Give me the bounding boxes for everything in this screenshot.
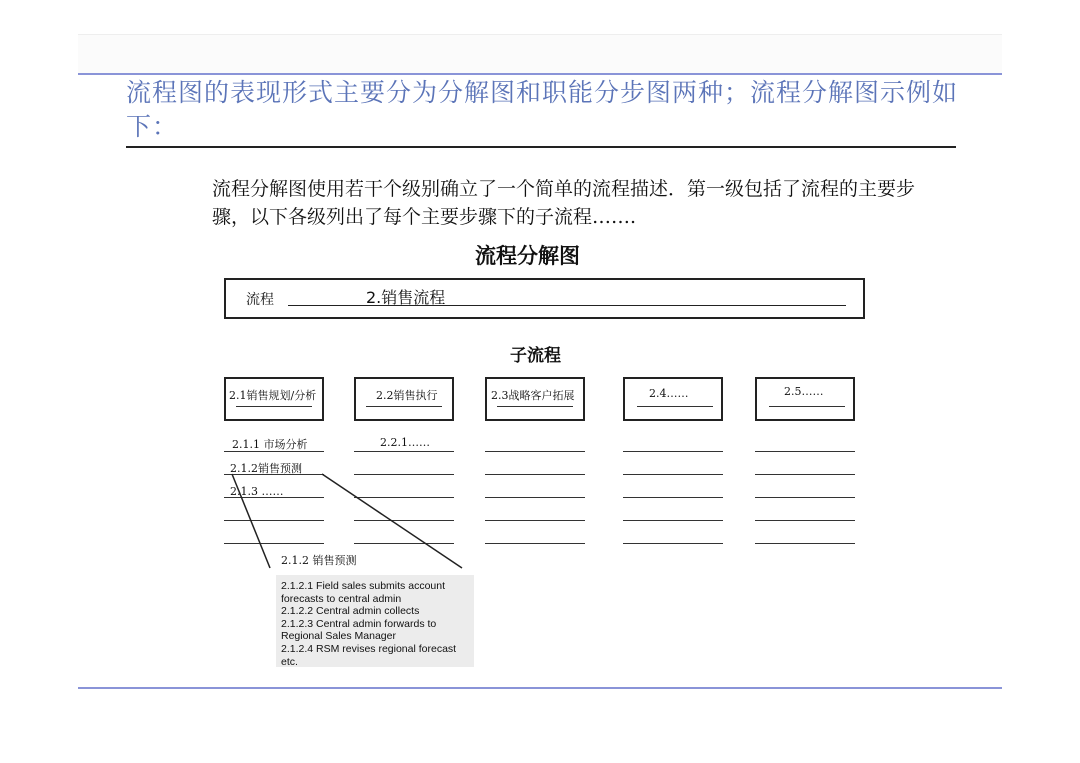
- subprocess-box-label: 2.2销售执行: [376, 389, 438, 402]
- subprocess-box-label: 2.4……: [649, 387, 689, 400]
- subprocess-box-label: 2.3战略客户拓展: [491, 389, 575, 402]
- callout-note-line: Regional Sales Manager: [281, 630, 396, 643]
- callout-note: [281, 580, 477, 668]
- callout-note-line: 2.1.2.3 Central admin forwards to: [281, 617, 437, 630]
- subprocess-box-label: 2.5……: [784, 385, 824, 398]
- intro-paragraph: 流程分解图使用若干个级别确立了一个简单的流程描述．第一级包括了流程的主要步骤，以下各级列出了每个主要步骤下的子流程…….: [212, 178, 916, 228]
- process-label: 流程: [246, 292, 274, 308]
- callout-note-line: forecasts to central admin: [281, 592, 402, 605]
- callout-note-line: 2.1.2.4 RSM revises regional forecast: [281, 642, 457, 655]
- callout-line-left: [232, 474, 270, 568]
- subprocess-item: 2.1.1 市场分析: [232, 438, 308, 451]
- subprocess-item: 2.1.2销售预测: [230, 462, 302, 475]
- subprocess-box-label: 2.1销售规划/分析: [229, 389, 317, 402]
- subprocess-item: 2.1.3 ……: [230, 485, 284, 498]
- bottom-blue-rule: [78, 687, 1002, 689]
- diagram-title: 流程分解图: [475, 244, 580, 268]
- callout-note-line: etc.: [281, 655, 298, 668]
- subprocess-item: 2.2.1……: [380, 436, 430, 449]
- page-title: 流程图的表现形式主要分为分解图和职能分步图两种；流程分解图示例如下：: [126, 78, 959, 141]
- subprocess-heading: 子流程: [510, 346, 561, 366]
- callout-note-line: 2.1.2.1 Field sales submits account: [281, 580, 446, 592]
- process-value: 2.销售流程: [366, 288, 446, 307]
- callout-label: 2.1.2 销售预测: [281, 554, 357, 567]
- callout-note-line: 2.1.2.2 Central admin collects: [281, 605, 420, 618]
